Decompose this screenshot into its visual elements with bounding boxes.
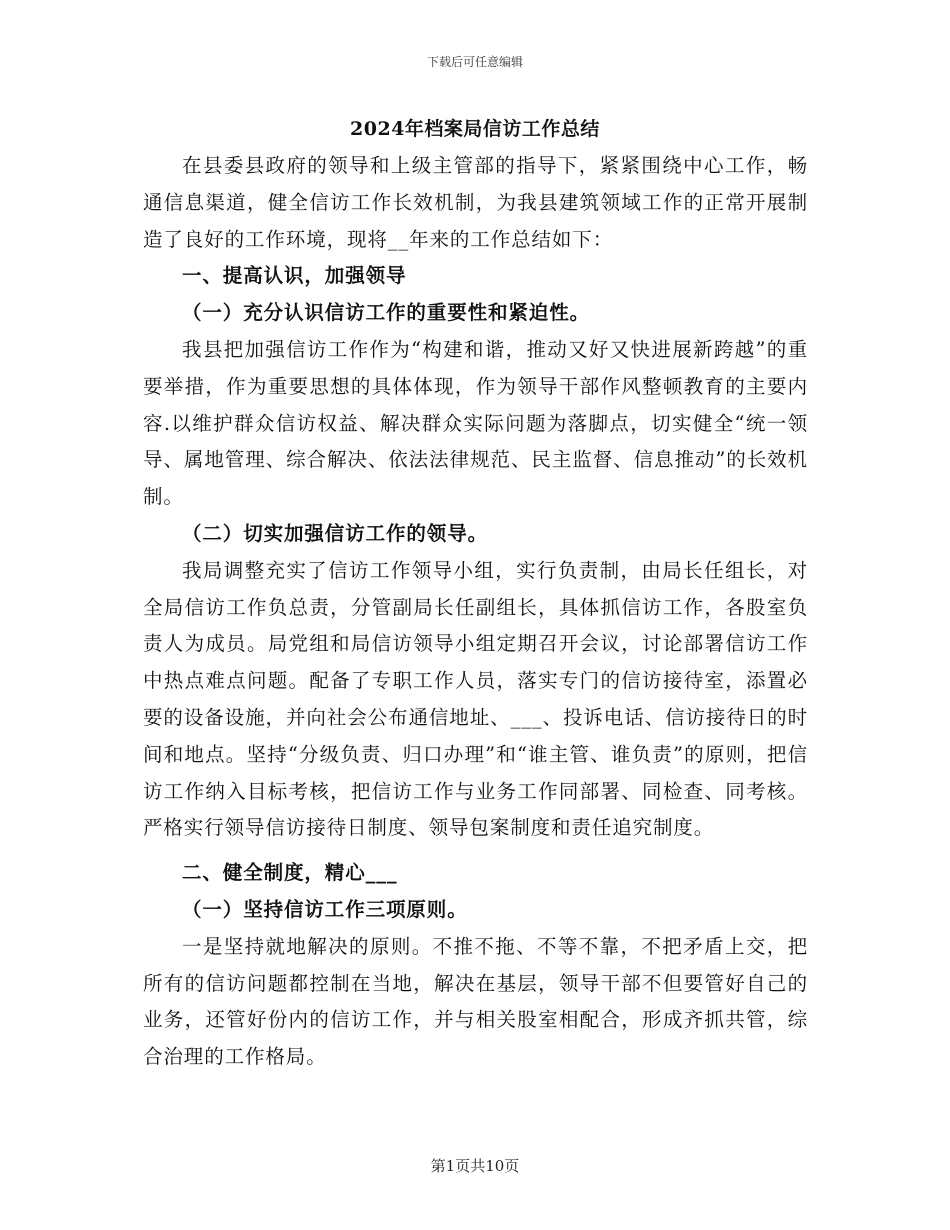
- section-heading-2: 二、健全制度，精心___: [182, 861, 398, 885]
- paragraph-1-1: 我县把加强信访工作作为“构建和谐，推动又好又快进展新跨越”的重要举措，作为重要思想的具体体现，作为领导干部作风整顿教育的主要内容.以维护群众信访权益、解决群众实际问题为落脚点，切实健全“统一领导、属地管理、综合解决、依法法律规范、民主监督、信息推动”的长效机制。: [143, 337, 808, 509]
- section-heading-1: 一、提高认识，加强领导: [182, 264, 407, 288]
- document-body: [143, 148, 808, 1076]
- paragraph-intro: 在县委县政府的领导和上级主管部的指导下，紧紧围绕中心工作，畅通信息渠道，健全信访工作长效机制，为我县建筑领域工作的正常开展制造了良好的工作环境，现将__年来的工作总结如下：: [143, 154, 808, 251]
- paragraph-2-1: 一是坚持就地解决的原则。不推不拖、不等不靠，不把矛盾上交，把所有的信访问题都控制在当地，解决在基层，领导干部不但要管好自己的业务，还管好份内的信访工作，并与相关股室相配合，形成齐抓共管，综合治理的工作格局。: [143, 934, 808, 1069]
- paragraph-1-2: 我局调整充实了信访工作领导小组，实行负责制，由局长任组长，对全局信访工作负总责，分管副局长任副组长，具体抓信访工作，各股室负责人为成员。局党组和局信访领导小组定期召开会议，讨论部署信访工作中热点难点问题。配备了专职工作人员，落实专门的信访接待室，添置必要的设备设施，并向社会公布通信地址、___、投诉电话、信访接待日的时间和地点。坚持“分级负责、归口办理”和“谁主管、谁负责”的原则，把信访工作纳入目标考核，把信访工作与业务工作同部署、同检查、同考核。严格实行领导信访接待日制度、领导包案制度和责任追究制度。: [143, 558, 808, 840]
- subsection-heading-1-2: （二）切实加强信访工作的领导。: [182, 521, 489, 545]
- subsection-heading-2-1: （一）坚持信访工作三项原则。: [182, 897, 468, 921]
- subsection-heading-1-1: （一）充分认识信访工作的重要性和紧迫性。: [182, 301, 591, 325]
- page-number: 第1页共10页: [430, 1157, 520, 1175]
- header-note: 下载后可任意编辑: [426, 55, 523, 69]
- document-title: 2024年档案局信访工作总结: [350, 118, 600, 140]
